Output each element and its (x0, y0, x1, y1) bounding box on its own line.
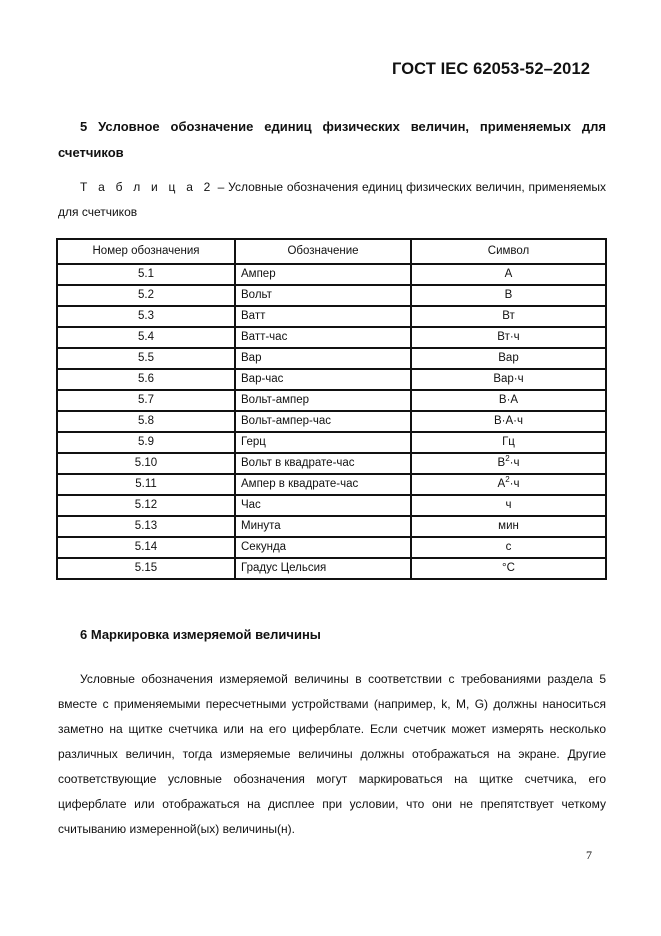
table-row (57, 369, 606, 390)
table-caption-text: – Условные обозначения единиц физических величин, применяемых для счетчиков (58, 180, 606, 219)
row-symbol: Вар·ч (411, 369, 606, 390)
table-row (57, 306, 606, 327)
row-designation: Вар-час (235, 369, 411, 390)
row-symbol: А (411, 264, 606, 285)
table-row (57, 327, 606, 348)
row-number: 5.3 (57, 306, 235, 327)
table-row (57, 432, 606, 453)
row-symbol: Вар (411, 348, 606, 369)
table-row (57, 558, 606, 579)
row-symbol: мин (411, 516, 606, 537)
symbol-base: В (497, 457, 506, 469)
section-6-paragraph: Условные обозначения измеряемой величины в соответствии с требованиями раздела 5 вместе с применяемыми пересчетными устройствами (например, k, M, G) должны наноситься заметно на щитке счетчика или на его циферблате. Если счетчик может измерять несколько различных величин, тогда измеряемые величины должны отображаться на экране. Другие соответствующие условные обозначения могут маркироваться на щитке счетчика, его циферблате или отображаться на дисплее при условии, что они не препятствует четкому считыванию измеренной(ых) величины(н). (58, 672, 606, 836)
row-designation: Час (235, 495, 411, 516)
row-number: 5.5 (57, 348, 235, 369)
row-designation: Вольт-ампер (235, 390, 411, 411)
row-number: 5.2 (57, 285, 235, 306)
row-designation: Ватт-час (235, 327, 411, 348)
table-row (57, 390, 606, 411)
table-row (57, 453, 606, 474)
row-symbol: ч (411, 495, 606, 516)
row-designation: Ампер (235, 264, 411, 285)
row-number: 5.14 (57, 537, 235, 558)
symbol-superscript: 2 (505, 475, 510, 485)
symbol-base: А (497, 478, 506, 490)
symbol-tail: ·ч (509, 457, 520, 469)
row-number: 5.1 (57, 264, 235, 285)
table-row (57, 537, 606, 558)
table-row (57, 495, 606, 516)
row-designation: Вольт-ампер-час (235, 411, 411, 432)
row-number: 5.10 (57, 453, 235, 474)
table-caption (58, 175, 606, 225)
row-number: 5.13 (57, 516, 235, 537)
header-number: Номер обозначения (57, 239, 235, 264)
row-symbol: В (411, 285, 606, 306)
row-designation: Минута (235, 516, 411, 537)
row-designation: Вар (235, 348, 411, 369)
page-number: 7 (586, 848, 592, 862)
row-symbol (411, 474, 606, 495)
table-header-row (57, 239, 606, 264)
row-designation: Ватт (235, 306, 411, 327)
table-row (57, 348, 606, 369)
section-5-title: 5 Условное обозначение единиц физических величин, применяемых для счетчиков (58, 119, 606, 160)
table-caption-label: Т а б л и ц а 2 (80, 180, 214, 194)
row-symbol: Вт·ч (411, 327, 606, 348)
row-designation: Герц (235, 432, 411, 453)
row-symbol: с (411, 537, 606, 558)
row-symbol: Гц (411, 432, 606, 453)
section-6-title: 6 Маркировка измеряемой величины (80, 627, 321, 642)
row-number: 5.12 (57, 495, 235, 516)
header-symbol: Символ (411, 239, 606, 264)
row-number: 5.11 (57, 474, 235, 495)
table-row (57, 264, 606, 285)
row-number: 5.4 (57, 327, 235, 348)
row-symbol: В·А·ч (411, 411, 606, 432)
row-symbol: °C (411, 558, 606, 579)
table-row (57, 285, 606, 306)
row-symbol: В·А (411, 390, 606, 411)
standard-code: ГОСТ IEC 62053-52–2012 (391, 60, 590, 78)
table-row (57, 411, 606, 432)
row-designation: Ампер в квадрате-час (235, 474, 411, 495)
symbol-tail: ·ч (509, 478, 520, 490)
symbol-superscript: 2 (505, 454, 510, 464)
row-number: 5.6 (57, 369, 235, 390)
row-number: 5.9 (57, 432, 235, 453)
table-row (57, 516, 606, 537)
row-number: 5.15 (57, 558, 235, 579)
row-designation: Вольт в квадрате-час (235, 453, 411, 474)
units-table (56, 238, 607, 580)
row-designation: Секунда (235, 537, 411, 558)
row-number: 5.8 (57, 411, 235, 432)
row-symbol: Вт (411, 306, 606, 327)
header-designation: Обозначение (235, 239, 411, 264)
row-designation: Градус Цельсия (235, 558, 411, 579)
row-number: 5.7 (57, 390, 235, 411)
table-row (57, 474, 606, 495)
row-symbol (411, 453, 606, 474)
row-designation: Вольт (235, 285, 411, 306)
